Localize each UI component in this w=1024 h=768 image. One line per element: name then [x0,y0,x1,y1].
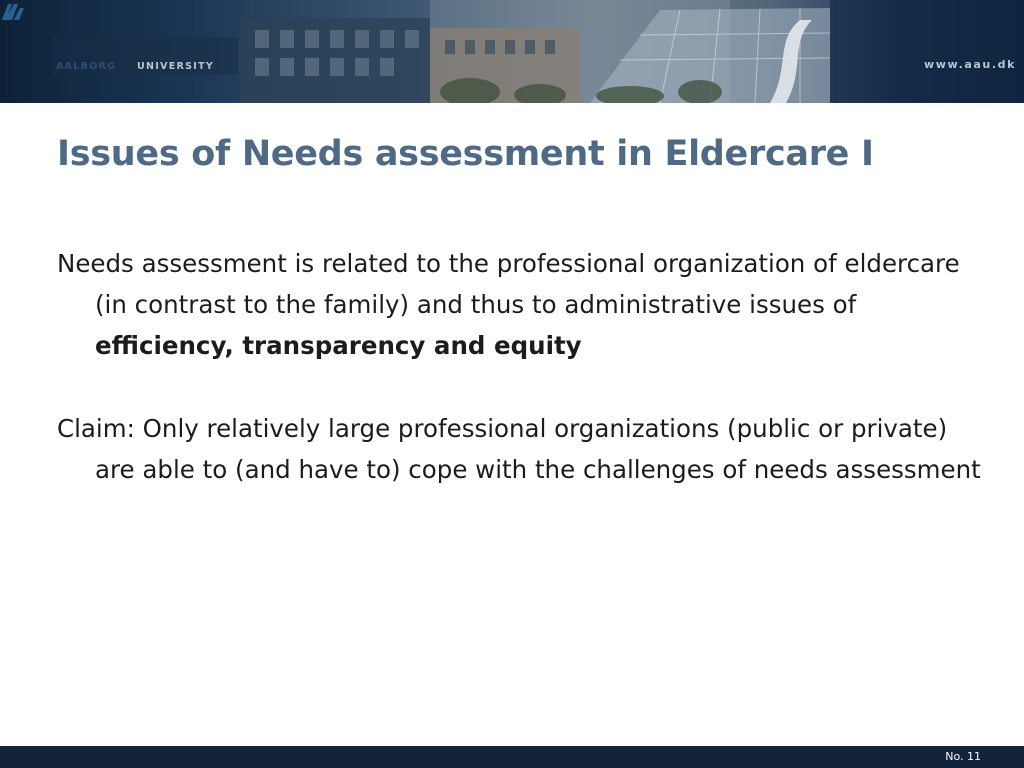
header-banner [0,0,1024,103]
paragraph-needs-assessment [57,243,987,366]
university-logo-icon [0,0,26,22]
slide-content [57,243,987,532]
emphasis-text: efficiency, transparency and equity [95,331,582,360]
website-url: www.aau.dk [923,58,1016,71]
slide-title: Issues of Needs assessment in Eldercare I [57,134,874,174]
paragraph-text: Needs assessment is related to the professional organization of eldercare (in contrast to the family) and thus to administrative issues of [57,249,960,319]
footer-bar [0,746,1024,768]
paragraph-claim [57,408,987,490]
paragraph-text: Claim: Only relatively large professional organizations (public or private) are able to (and have to) cope with the challenges of needs assessment [57,414,981,484]
logo-wordmark-aalborg: AALBORG [56,61,117,72]
slide-number: No. 11 [945,750,981,763]
logo-wordmark-university: UNIVERSITY [137,61,215,72]
